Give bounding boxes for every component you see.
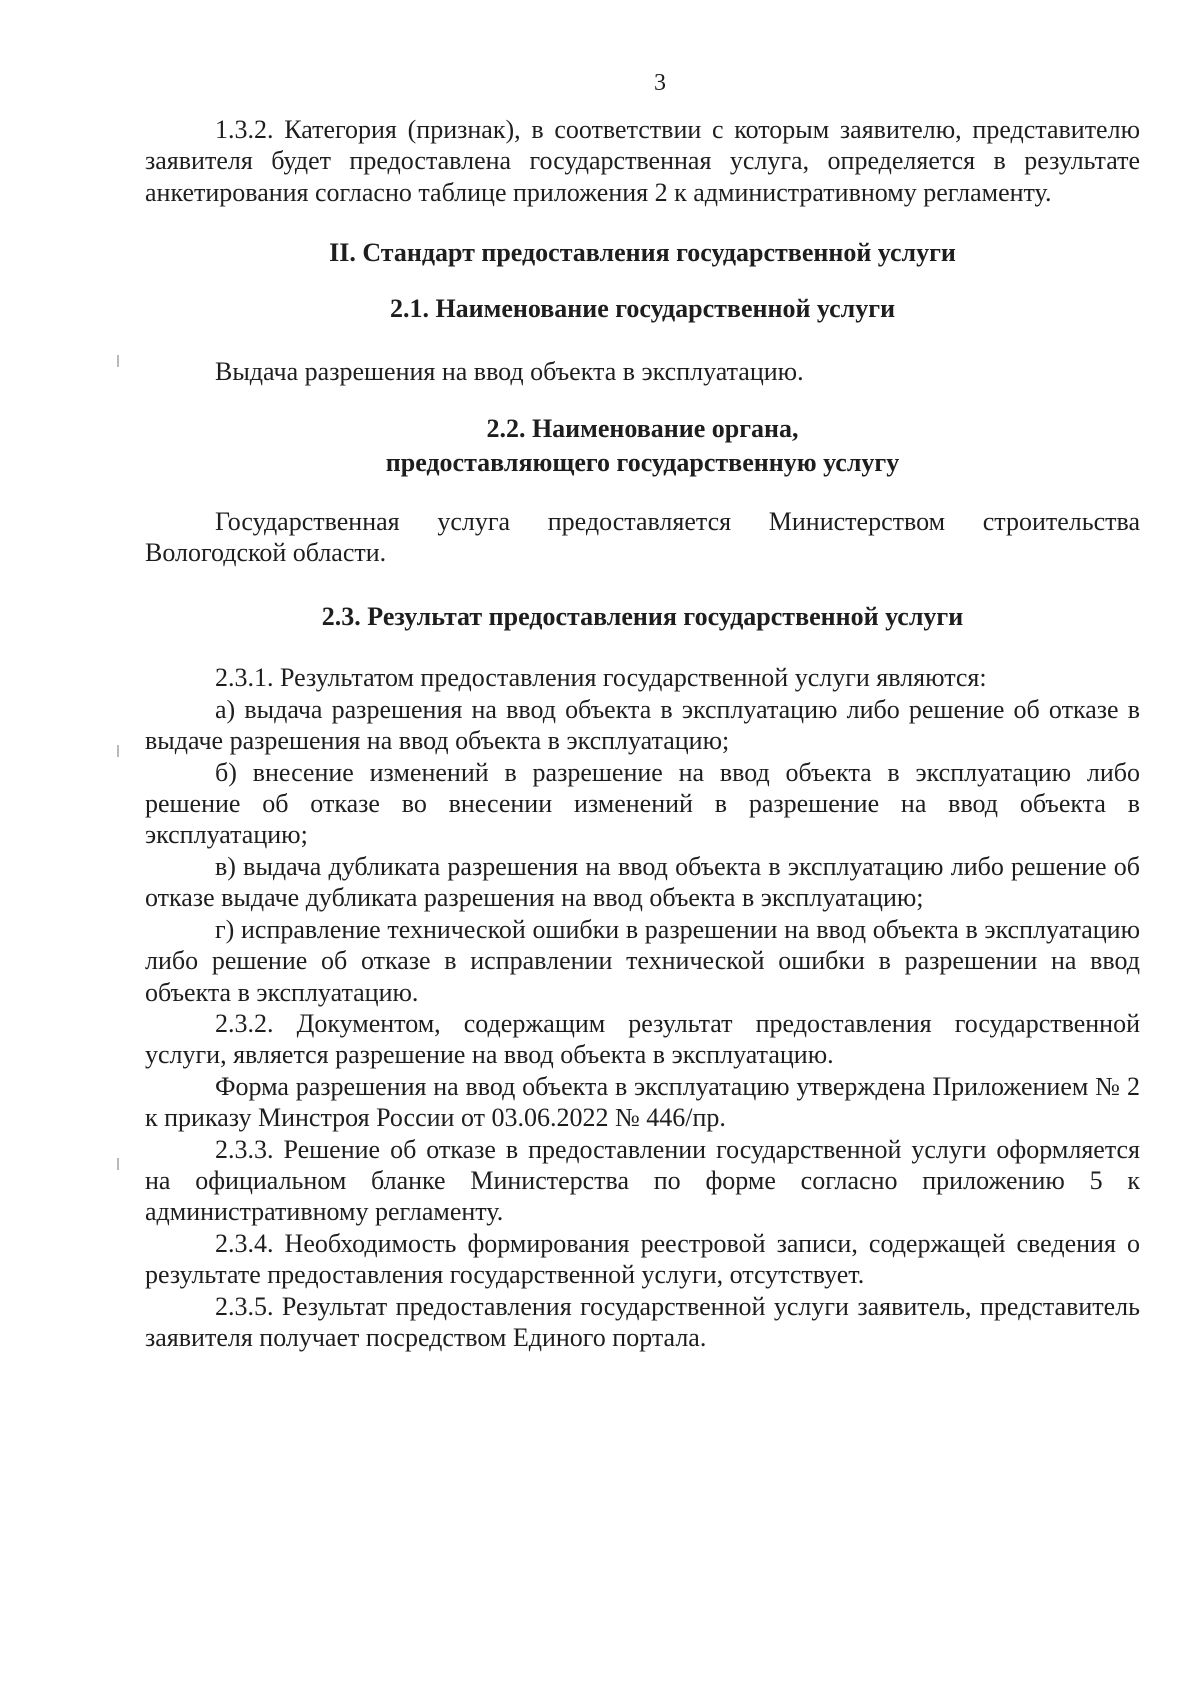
list-item-b: б) внесение изменений в разрешение на ввод объекта в эксплуатацию либо решение об отказе во внесении изменений в разрешение на ввод объекта в эксплуатацию; <box>145 757 1140 850</box>
paragraph-2-3-2: 2.3.2. Документом, содержащим результат предоставления государственной услуги, является разрешение на ввод объекта в эксплуатацию. <box>145 1008 1140 1070</box>
heading-2-2 <box>145 412 1140 480</box>
list-item-g: г) исправление технической ошибки в разрешении на ввод объекта в эксплуатацию либо решение об отказе в исправлении технической ошибки в разрешении на ввод объекта в эксплуатацию. <box>145 914 1140 1007</box>
paragraph-2-3-1: 2.3.1. Результатом предоставления государственной услуги являются: <box>215 663 987 693</box>
page-number: 3 <box>654 70 666 96</box>
heading-2-3: 2.3. Результат предоставления государственной услуги <box>321 602 964 632</box>
paragraph-2-3-4: 2.3.4. Необходимость формирования реестровой записи, содержащей сведения о результате предоставления государственной услуги, отсутствует. <box>145 1228 1140 1290</box>
scan-mark <box>117 1158 119 1170</box>
paragraph-2-3-5: 2.3.5. Результат предоставления государственной услуги заявитель, представитель заявителя получает посредством Единого портала. <box>145 1291 1140 1352</box>
section-title: II. Стандарт предоставления государственной услуги <box>329 238 956 268</box>
paragraph-2-1-text: Выдача разрешения на ввод объекта в эксплуатацию. <box>215 357 804 387</box>
list-item-v: в) выдача дубликата разрешения на ввод объекта в эксплуатацию либо решение об отказе выдаче дубликата разрешения на ввод объекта в эксплуатацию; <box>145 851 1140 913</box>
paragraph-2-2-text: Государственная услуга предоставляется Министерством строительства Вологодской области. <box>145 506 1140 568</box>
document-body <box>145 114 1140 1353</box>
paragraph-2-3-2-form: Форма разрешения на ввод объекта в эксплуатацию утверждена Приложением № 2 к приказу Минстроя России от 03.06.2022 № 446/пр. <box>145 1071 1140 1133</box>
scan-mark <box>117 355 119 367</box>
paragraph-1-3-2: 1.3.2. Категория (признак), в соответствии с которым заявителю, представителю заявителя будет предоставлена государственная услуга, определяется в результате анкетирования согласно таблице приложения 2 к административному регламенту. <box>145 115 1140 207</box>
paragraph-2-3-3: 2.3.3. Решение об отказе в предоставлении государственной услуги оформляется на официальном бланке Министерства по форме согласно приложению 5 к административному регламенту. <box>145 1134 1140 1227</box>
scan-mark <box>117 745 119 757</box>
heading-2-2-line2: предоставляющего государственную услугу <box>385 447 900 477</box>
heading-2-2-line1: 2.2. Наименование органа, <box>486 413 799 443</box>
list-item-a: а) выдача разрешения на ввод объекта в эксплуатацию либо решение об отказе в выдаче разрешения на ввод объекта в эксплуатацию; <box>145 694 1140 756</box>
heading-2-1: 2.1. Наименование государственной услуги <box>389 294 896 324</box>
